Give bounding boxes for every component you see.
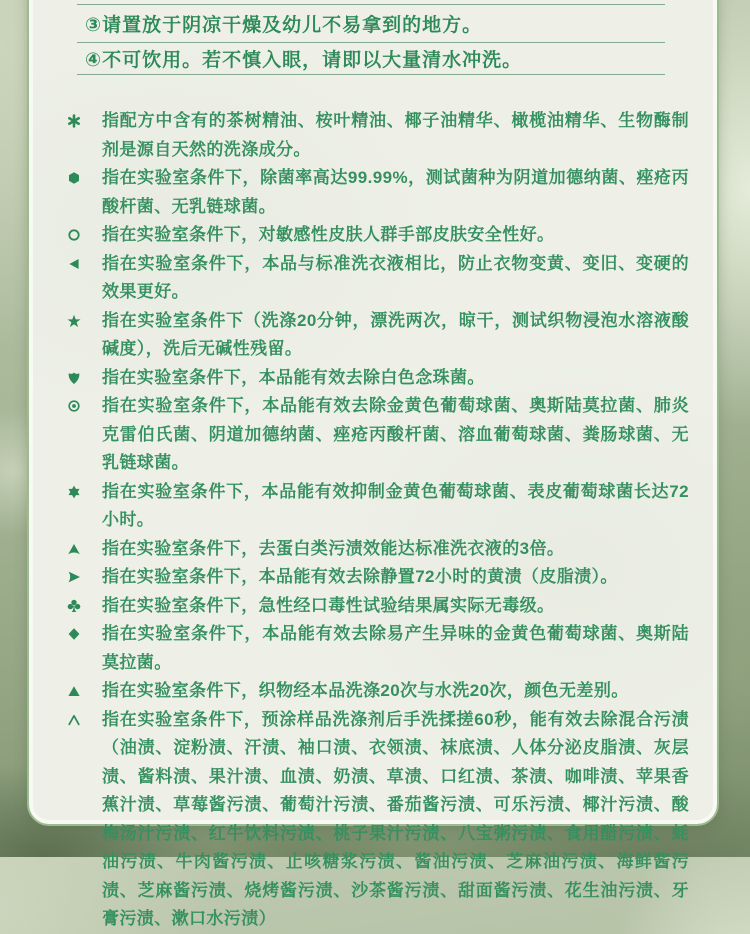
footnote-text: 指在实验室条件下（洗涤20分钟，漂洗两次，晾干，测试织物浸泡水溶液酸碱度），洗后无碱性残留。 bbox=[102, 310, 689, 358]
filled-hexagon-icon bbox=[67, 171, 81, 185]
footnote-item bbox=[67, 478, 689, 535]
footnote-text: 指在实验室条件下，除菌率高达99.99%，测试菌种为阴道加德纳菌、痤疮丙酸杆菌、无乳链球菌。 bbox=[102, 168, 689, 216]
footnote-item bbox=[67, 250, 689, 307]
six-spoke-asterisk-icon bbox=[67, 114, 81, 128]
fisheye-icon bbox=[67, 399, 81, 413]
notice-text: ③请置放于阴凉干燥及幼儿不易拿到的地方。 bbox=[85, 15, 483, 36]
footnote-text: 指在实验室条件下，本品能有效抑制金黄色葡萄球菌、表皮葡萄球菌长达72小时。 bbox=[102, 481, 689, 529]
triangle-left-icon bbox=[67, 257, 81, 271]
footnote-item bbox=[67, 107, 689, 164]
footnote-text: 指在实验室条件下，本品能有效去除易产生异味的金黄色葡萄球菌、奥斯陆莫拉菌。 bbox=[102, 624, 689, 672]
footnote-item bbox=[67, 620, 689, 677]
notice-text: ④不可饮用。若不慎入眼，请即以大量清水冲洗。 bbox=[85, 50, 523, 71]
club-icon bbox=[67, 599, 81, 613]
card-inner bbox=[29, 0, 717, 934]
footnote-text: 指在实验室条件下，本品与标准洗衣液相比，防止衣物变黄、变旧、变硬的效果更好。 bbox=[102, 253, 689, 301]
footnote-item bbox=[67, 307, 689, 364]
footnote-text: 指配方中含有的茶树精油、桉叶精油、椰子油精华、橄榄油精华、生物酶制剂是源自天然的洗涤成分。 bbox=[102, 111, 689, 159]
notice-item bbox=[29, 43, 717, 74]
footnote-item bbox=[67, 364, 689, 393]
six-pointed-star-icon bbox=[67, 485, 81, 499]
footnote-list bbox=[29, 107, 717, 934]
footnote-item bbox=[67, 535, 689, 564]
footnote-text: 指在实验室条件下，去蛋白类污渍效能达标准洗衣液的3倍。 bbox=[102, 538, 565, 558]
footnote-text: 指在实验室条件下，预涂样品洗涤剂后手洗揉搓60秒，能有效去除混合污渍（油渍、淀粉渍、汗渍、袖口渍、衣领渍、袜底渍、人体分泌皮脂渍、灰层渍、酱料渍、果汁渍、血渍、奶渍、草渍、口红渍、茶渍、咖啡渍、苹果香蕉汁渍、草莓酱污渍、葡萄汁污渍、番茄酱污渍、可乐污渍、椰汁污渍、酸梅汤汁污渍、红牛饮料污渍、桃子果汁污渍、八宝粥污渍、食用醋污渍、蚝油污渍、牛肉酱污渍、止咳糖浆污渍、酱油污渍、芝麻油污渍、海鲜酱污渍、芝麻酱污渍、烧烤酱污渍、沙茶酱污渍、甜面酱污渍、花生油污渍、牙膏污渍、漱口水污渍） bbox=[102, 709, 689, 928]
footnote-item bbox=[67, 706, 689, 934]
footnote-item bbox=[67, 221, 689, 250]
circle-outline-icon bbox=[67, 228, 81, 242]
concave-triangle-icon bbox=[67, 542, 81, 556]
footnote-text: 指在实验室条件下，本品能有效去除金黄色葡萄球菌、奥斯陆莫拉菌、肺炎克雷伯氏菌、阴道加德纳菌、痤疮丙酸杆菌、溶血葡萄球菌、粪肠球菌、无乳链球菌。 bbox=[102, 396, 689, 472]
arrowhead-right-icon bbox=[67, 570, 81, 584]
footnote-item bbox=[67, 677, 689, 706]
footnote-item bbox=[67, 164, 689, 221]
footnote-text: 指在实验室条件下，本品能有效去除静置72小时的黄渍（皮脂渍）。 bbox=[102, 567, 618, 586]
content-card bbox=[27, 0, 719, 928]
footnote-item bbox=[67, 592, 689, 621]
notice-item bbox=[29, 5, 717, 42]
footnote-text: 指在实验室条件下，本品能有效去除白色念珠菌。 bbox=[102, 367, 485, 387]
shield-heart-icon bbox=[67, 371, 81, 385]
divider bbox=[77, 74, 665, 75]
caret-up-icon bbox=[67, 713, 81, 727]
footnote-text: 指在实验室条件下，对敏感性皮肤人群手部皮肤安全性好。 bbox=[102, 225, 555, 244]
footnote-item bbox=[67, 392, 689, 478]
five-pointed-star-icon bbox=[67, 314, 81, 328]
footnote-text: 指在实验室条件下，织物经本品洗涤20次与水洗20次，颜色无差别。 bbox=[102, 681, 629, 700]
triangle-up-icon bbox=[67, 684, 81, 698]
diamond-icon bbox=[67, 627, 81, 641]
footnote-item bbox=[67, 563, 689, 592]
footnote-text: 指在实验室条件下，急性经口毒性试验结果属实际无毒级。 bbox=[102, 595, 555, 615]
